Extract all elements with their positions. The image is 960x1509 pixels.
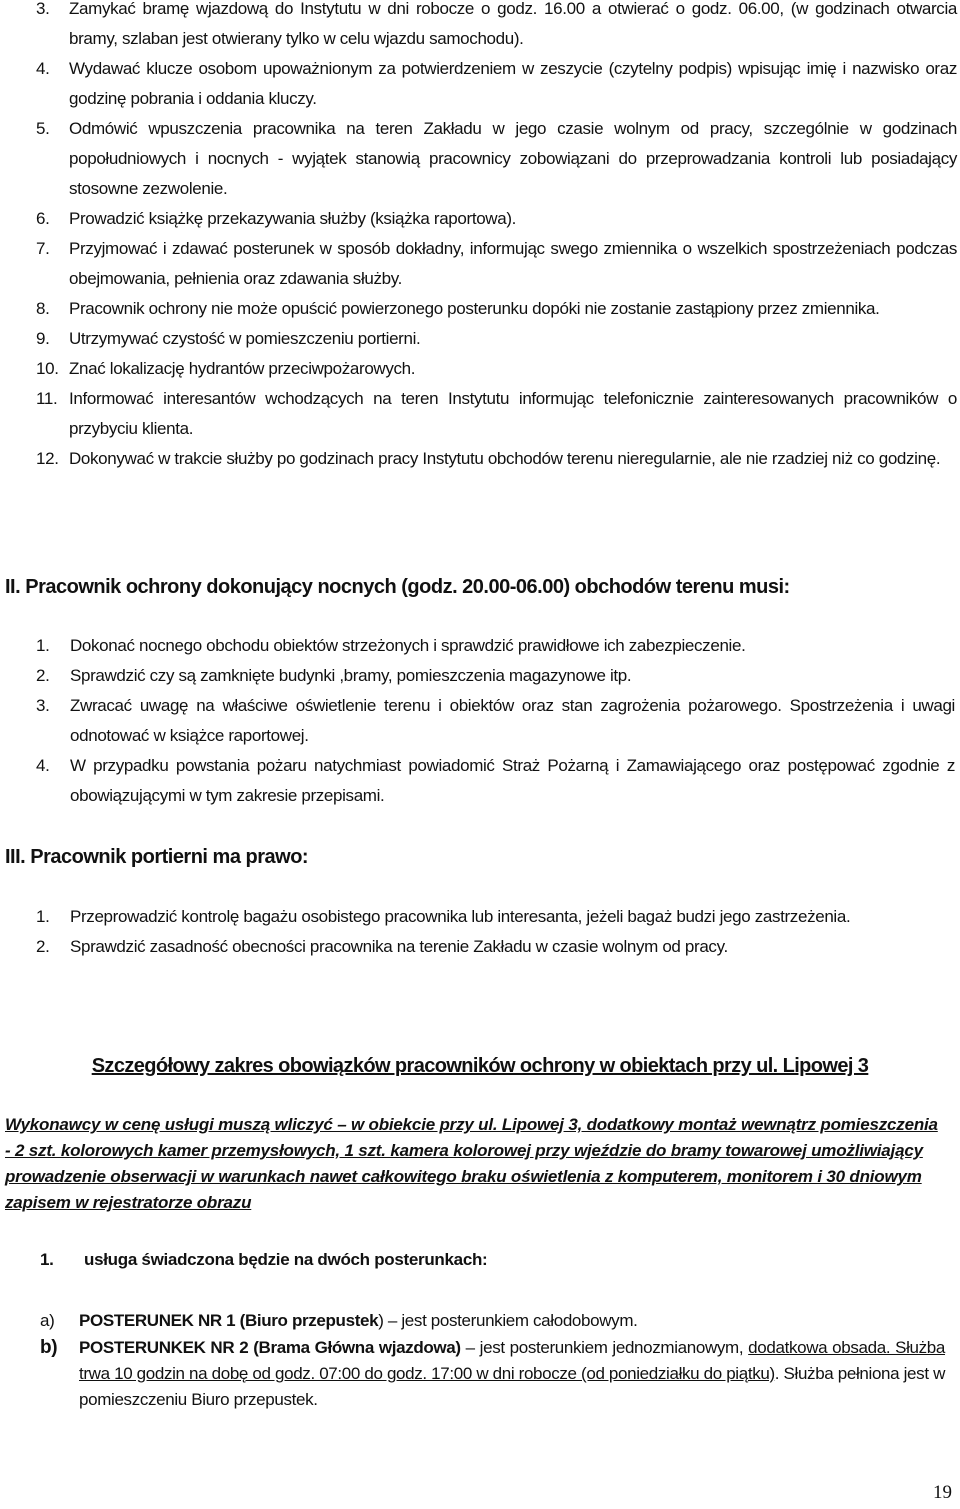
duty-item-text: Odmówić wpuszczenia pracownika na teren Zakładu w jego czasie wolnym od pracy, szczególnie w godzinach popołudniowych i nocnych - wyjątek stanowią pracownicy zobowiązani do przeprowadzania kontroli lub posiadający stosowne zezwolenie. (69, 119, 957, 198)
post-a-letter: a) (40, 1311, 55, 1330)
duty-item-number: 7. (36, 239, 50, 258)
duty-item-number: 12. (36, 449, 59, 468)
duty-item-number: 6. (36, 209, 50, 228)
patrol-item-number: 4. (36, 756, 50, 775)
right-item (0, 932, 960, 962)
duty-item-number: 11. (36, 389, 58, 408)
duty-item-text: Informować interesantów wchodzących na teren Instytutu informując telefonicznie zainteresowanych pracowników o przybyciu klienta. (69, 389, 957, 438)
service-item (40, 1250, 487, 1270)
duty-item-number: 5. (36, 119, 50, 138)
patrol-item-text: W przypadku powstania pożaru natychmiast powiadomić Straż Pożarną i Zamawiającego oraz postępować zgodnie z obowiązującymi w tym zakresie przepisami. (70, 756, 955, 805)
post-a-name: POSTERUNEK NR 1 (Biuro przepustek (79, 1311, 379, 1330)
duty-item (0, 204, 960, 234)
duty-item-text: Znać lokalizację hydrantów przeciwpożarowych. (69, 359, 416, 378)
post-a-paren: ) (378, 1311, 384, 1330)
post-a-desc: – jest posterunkiem całodobowym. (383, 1311, 638, 1330)
duty-item-number: 10. (36, 359, 59, 378)
patrol-item (0, 751, 960, 811)
duty-item (0, 0, 960, 54)
patrol-item (0, 631, 960, 661)
right-item (0, 902, 960, 932)
service-text: usługa świadczona będzie na dwóch posterunkach: (84, 1250, 488, 1269)
patrol-item (0, 661, 960, 691)
right-item-number: 1. (36, 907, 50, 926)
gatekeeper-rights-list (0, 902, 960, 962)
posts-list (0, 1308, 960, 1413)
duty-item-text: Przyjmować i zdawać posterunek w sposób dokładny, informując swego zmiennika o wszelkich spostrzeżeniach podczas obejmowania, pełnienia oraz zdawania służby. (69, 239, 957, 288)
post-b-shift-info: dodatkowa obsada. Służba trwa 10 godzin na dobę od godz. 07:00 do godz. 17:00 w dni robocze (od poniedziałku do piątku) (79, 1338, 946, 1383)
duty-item-number: 8. (36, 299, 50, 318)
post-b-letter: b) (40, 1337, 58, 1358)
section-two-heading: II. Pracownik ochrony dokonujący nocnych (godz. 20.00-06.00) obchodów terenu musi: (5, 576, 790, 598)
duty-item-number: 9. (36, 329, 50, 348)
duty-item-number: 4. (36, 59, 50, 78)
duty-item (0, 114, 960, 204)
post-b-desc: – jest posterunkiem jednozmianowym, (460, 1338, 749, 1357)
section-three-heading: III. Pracownik portierni ma prawo: (5, 846, 309, 868)
contractor-notice: Wykonawcy w cenę usługi muszą wliczyć – w obiekcie przy ul. Lipowej 3, dodatkowy montaż wewnątrz pomieszczenia - 2 szt. kolorowych kamer przemysłowych, 1 szt. kamera kolorowej przy wjeździe do bramy towarowej umożliwiający prowadzenie obserwacji w warunkach nawet całkowitego braku oświetlenia z komputerem, monitorem i 30 dniowym zapisem w rejestratorze obrazu (5, 1115, 938, 1212)
duty-item (0, 444, 960, 474)
lipowa-heading: Szczegółowy zakres obowiązków pracowników ochrony w obiektach przy ul. Lipowej 3 (91, 1055, 869, 1077)
duty-item (0, 294, 960, 324)
patrol-item-text: Zwracać uwagę na właściwe oświetlenie terenu i obiektów oraz stan zagrożenia pożarowego. Spostrzeżenia i uwagi odnotować w książce raportowej. (70, 696, 955, 745)
patrol-item-number: 1. (36, 636, 50, 655)
duty-item-text: Wydawać klucze osobom upoważnionym za potwierdzeniem w zeszycie (czytelny podpis) wpisując imię i nazwisko oraz godzinę pobrania i oddania kluczy. (69, 59, 957, 108)
duty-item (0, 324, 960, 354)
duty-item-text: Pracownik ochrony nie może opuścić powierzonego posterunku dopóki nie zostanie zastąpiony przez zmiennika. (69, 299, 880, 318)
duty-item (0, 54, 960, 114)
patrol-item-text: Dokonać nocnego obchodu obiektów strzeżonych i sprawdzić prawidłowe ich zabezpieczenie. (70, 636, 746, 655)
night-patrol-list (0, 631, 960, 811)
patrol-item (0, 691, 960, 751)
post-b-location: . Służba pełniona jest w pomieszczeniu Biuro przepustek. (79, 1364, 945, 1409)
post-item-b (0, 1335, 960, 1413)
duty-item (0, 354, 960, 384)
duty-item (0, 234, 960, 294)
duty-item-number: 3. (36, 0, 50, 18)
post-item-a (0, 1308, 960, 1334)
patrol-item-number: 2. (36, 666, 50, 685)
duties-list (0, 0, 960, 474)
post-b-name: POSTERUNKEK NR 2 (Brama Główna wjazdowa) (79, 1338, 461, 1357)
right-item-text: Przeprowadzić kontrolę bagażu osobistego pracownika lub interesanta, jeżeli bagaż budzi jego zastrzeżenia. (70, 907, 851, 926)
service-number: 1. (40, 1250, 54, 1269)
duty-item-text: Dokonywać w trakcie służby po godzinach pracy Instytutu obchodów terenu nieregularnie, ale nie rzadziej niż co godzinę. (69, 449, 941, 468)
duty-item-text: Zamykać bramę wjazdową do Instytutu w dni robocze o godz. 16.00 a otwierać o godz. 06.00, (w godzinach otwarcia bramy, szlaban jest otwierany tylko w celu wjazdu samochodu). (69, 0, 957, 48)
page-number: 19 (933, 1482, 952, 1503)
duty-item-text: Utrzymywać czystość w pomieszczeniu portierni. (69, 329, 421, 348)
right-item-number: 2. (36, 937, 50, 956)
right-item-text: Sprawdzić zasadność obecności pracownika na terenie Zakładu w czasie wolnym od pracy. (70, 937, 728, 956)
patrol-item-text: Sprawdzić czy są zamknięte budynki ,bramy, pomieszczenia magazynowe itp. (70, 666, 632, 685)
duty-item-text: Prowadzić książkę przekazywania służby (książka raportowa). (69, 209, 517, 228)
duty-item (0, 384, 960, 444)
patrol-item-number: 3. (36, 696, 50, 715)
